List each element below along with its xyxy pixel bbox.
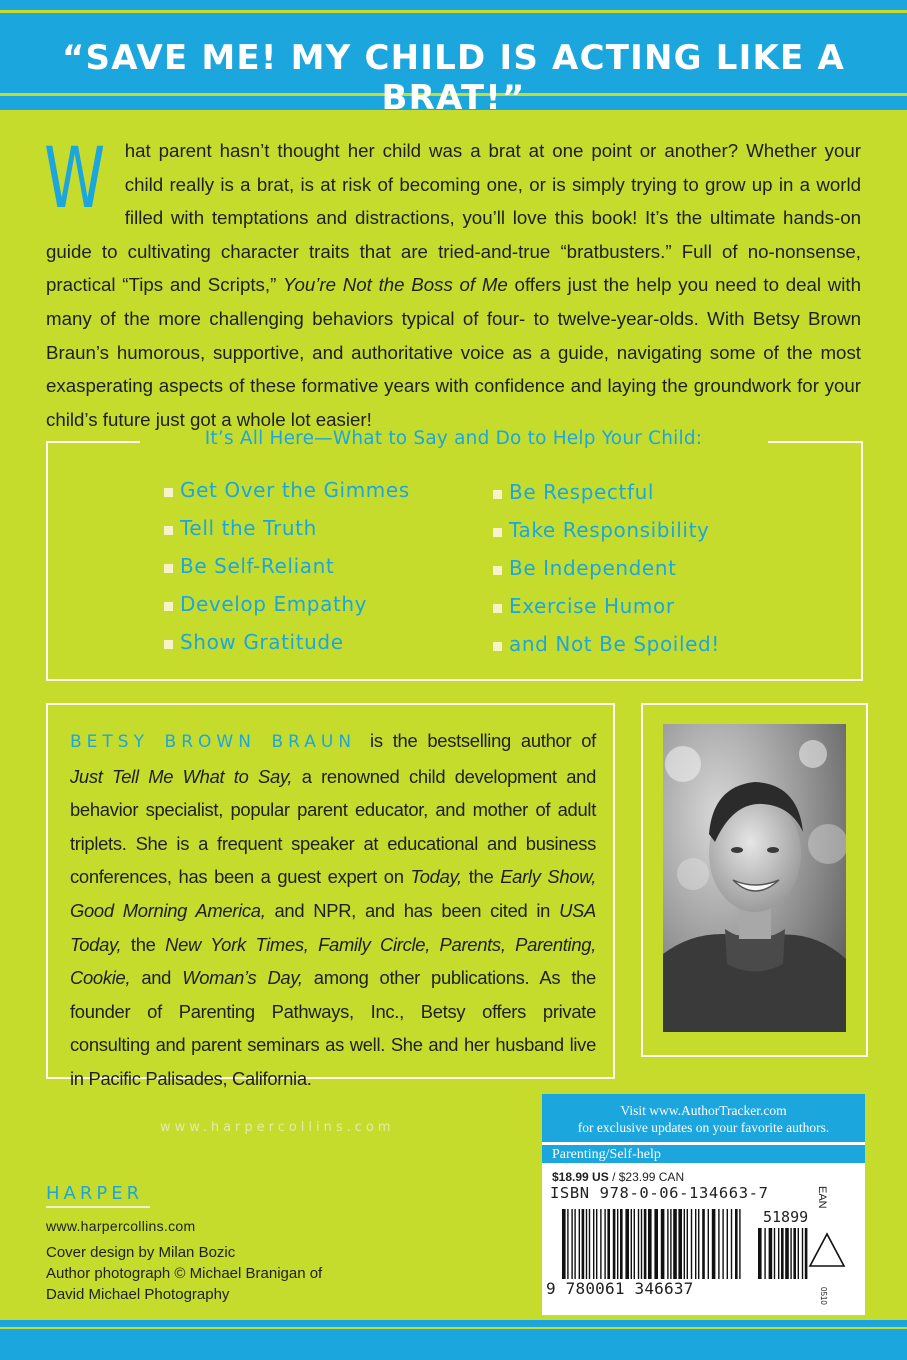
barcode-bar (604, 1209, 605, 1279)
bullet-icon (493, 566, 502, 575)
bullet-icon (493, 490, 502, 499)
intro-paragraph (44, 129, 861, 436)
publisher-logo-rule (46, 1206, 150, 1208)
barcode-bar (798, 1228, 799, 1279)
bio-text: the (130, 933, 156, 955)
barcode-bar (582, 1209, 585, 1279)
barcode-bar (648, 1209, 652, 1279)
bio-text: the (468, 866, 494, 888)
barcode-bar (634, 1209, 635, 1279)
tip-item: Show Gratitude (180, 630, 344, 654)
bullet-icon (164, 564, 173, 573)
credit-line: David Michael Photography (46, 1286, 230, 1303)
barcode-bar (735, 1209, 738, 1279)
bio-text: and NPR, and has been cited in (274, 899, 551, 921)
barcode-bar (684, 1209, 685, 1279)
bullet-icon (164, 640, 173, 649)
barcode-bar (625, 1209, 629, 1279)
barcode-bar (718, 1209, 719, 1279)
bio-text: is the bestselling author of (370, 730, 596, 751)
tip-item: Exercise Humor (509, 594, 675, 618)
bio-italic: Early Show, Good Morning America, (70, 866, 597, 921)
drop-cap: W (44, 129, 106, 227)
barcode-bar (586, 1209, 587, 1279)
bullet-icon (493, 528, 502, 537)
barcode-bar (593, 1209, 594, 1279)
barcode-bar (702, 1209, 705, 1279)
barcode-bar (785, 1228, 789, 1279)
barcode-bar (708, 1209, 709, 1279)
bullet-icon (493, 604, 502, 613)
visit-line: Visit www.AuthorTracker.com (620, 1103, 787, 1118)
barcode-bar (661, 1209, 665, 1279)
headline: “SAVE ME! MY CHILD IS ACTING LIKE A BRAT!” (61, 38, 845, 118)
barcode-bar (739, 1209, 740, 1279)
barcode-bar (764, 1228, 765, 1279)
bio-italic: USA Today, (70, 899, 596, 955)
publisher-website: www.harpercollins.com (46, 1218, 196, 1234)
barcode-bar (802, 1228, 803, 1279)
barcode-bar (620, 1209, 623, 1279)
bio-text: and (141, 967, 172, 989)
barcode-bar (596, 1209, 597, 1279)
isbn-text: ISBN 978-0-06-134663-7 (550, 1184, 769, 1202)
book-title: You’re Not the Boss of Me (283, 274, 508, 296)
footer-rule (0, 1327, 907, 1329)
barcode-bar (562, 1209, 566, 1279)
bio-text: a renowned child development and behavior specialist, popular parent educator, and mother of adult triplets. She is a frequent speaker at educational and business conferences, has been a guest expert on (70, 765, 596, 888)
tip-item: Take Responsibility (509, 518, 710, 542)
barcode-bar (758, 1228, 762, 1279)
bio-text: among other publications. As the founder of Parenting Pathways, Inc., Betsy offers private consulting and parent seminars as well. She and her husband live in Pacific Palisades, California. (70, 967, 596, 1089)
bullet-icon (493, 642, 502, 651)
barcode-bar (769, 1228, 773, 1279)
barcode-bar (731, 1209, 732, 1279)
intro-text-1: hat parent hasn’t thought her child was a brat at one point or another? Whether your child really is a brat, is at risk of becoming one, or is simply trying to grow up in a world filled with temptations and distractions, you’ll love this book! It’s the ultimate hands-on guide to cultivating character traits that are tried-and-true “bratbusters.” Full of no-nonsense, practical “Tips and Scripts,” (46, 140, 861, 296)
tip-item: Develop Empathy (180, 592, 368, 616)
barcode-bar (617, 1209, 618, 1279)
tip-item: Be Respectful (509, 480, 655, 504)
barcode-bar (781, 1228, 784, 1279)
barcode-bar (727, 1209, 728, 1279)
bullet-icon (164, 488, 173, 497)
barcode-bar (589, 1209, 590, 1279)
bullet-icon (164, 526, 173, 535)
bio-italic: New York Times, Family Circle, Parents, Parenting, Cookie, (70, 933, 597, 989)
barcode-bar (600, 1209, 601, 1279)
barcode-bar (793, 1228, 796, 1279)
intro-text-2: offers just the help you need to deal with many of the more challenging behaviors typical of four- to twelve-year-olds. With Betsy Brown Braun’s humorous, supportive, and authoritative voice as a guide, navigating some of the most exasperating aspects of these formative years with confidence and laying the groundwork for your child’s future just got a whole lot easier! (46, 274, 861, 430)
faded-text: www.harpercollins.com (160, 1120, 395, 1135)
barcode-bar (654, 1209, 658, 1279)
barcode-bar (778, 1228, 779, 1279)
bullet-icon (164, 602, 173, 611)
barcode-bar (670, 1209, 671, 1279)
category-label: Parenting/Self-help (552, 1147, 661, 1162)
barcode-bar (691, 1209, 692, 1279)
barcode-bar (805, 1228, 808, 1279)
barcode-bar (687, 1209, 688, 1279)
ean-label: EAN (816, 1186, 828, 1209)
barcode-bar (571, 1209, 572, 1279)
barcode-bar (695, 1209, 696, 1279)
barcode-bar (774, 1228, 775, 1279)
author-photo (663, 724, 846, 1032)
barcode-bar (673, 1209, 677, 1279)
barcode-bar (567, 1209, 568, 1279)
header-rule-top (0, 10, 907, 13)
author-name: BETSY BROWN BRAUN (70, 732, 357, 752)
credit-line: Author photograph © Michael Branigan of (46, 1265, 323, 1282)
barcode-bar (678, 1209, 682, 1279)
barcode-bar (644, 1209, 647, 1279)
barcode-bar (712, 1209, 716, 1279)
bio-italic: Just Tell Me What to Say, (70, 765, 293, 787)
bio-italic: Woman’s Day, (182, 967, 303, 989)
author-photo-illustration (663, 724, 846, 1032)
barcode-bar (607, 1209, 610, 1279)
barcode-bar (698, 1209, 699, 1279)
barcode-bar (631, 1209, 632, 1279)
triangle-mark-icon (810, 1234, 844, 1266)
header-band (0, 0, 907, 118)
tip-item: Be Independent (509, 556, 677, 580)
barcode-bar (667, 1209, 668, 1279)
tips-title: It’s All Here—What to Say and Do to Help Your Child: (204, 428, 703, 449)
barcode-bar (613, 1209, 616, 1279)
publisher-logo: HARPER (46, 1183, 144, 1204)
barcode-number: 9 780061 346637 (546, 1279, 694, 1298)
barcode-bar (579, 1209, 580, 1279)
author-bio (70, 724, 596, 1096)
barcode-bar (641, 1209, 642, 1279)
bio-italic: Today, (410, 866, 462, 888)
barcode-bar (722, 1209, 723, 1279)
tip-item: and Not Be Spoiled! (509, 632, 720, 656)
price-can: / $23.99 CAN (612, 1170, 685, 1184)
price-addon-code: 51899 (763, 1208, 809, 1226)
tip-item: Get Over the Gimmes (180, 478, 410, 502)
tip-item: Be Self-Reliant (180, 554, 335, 578)
tip-item: Tell the Truth (180, 516, 317, 540)
barcode-bar (790, 1228, 791, 1279)
barcode-bar (638, 1209, 639, 1279)
barcode-bar (574, 1209, 575, 1279)
visit-line: for exclusive updates on your favorite authors. (577, 1120, 830, 1135)
footer-band (0, 1320, 907, 1360)
barcode-panel (542, 1094, 865, 1315)
credit-line: Cover design by Milan Bozic (46, 1244, 236, 1261)
price-us: $18.99 US (552, 1170, 609, 1184)
print-code: 0510 (819, 1287, 828, 1305)
